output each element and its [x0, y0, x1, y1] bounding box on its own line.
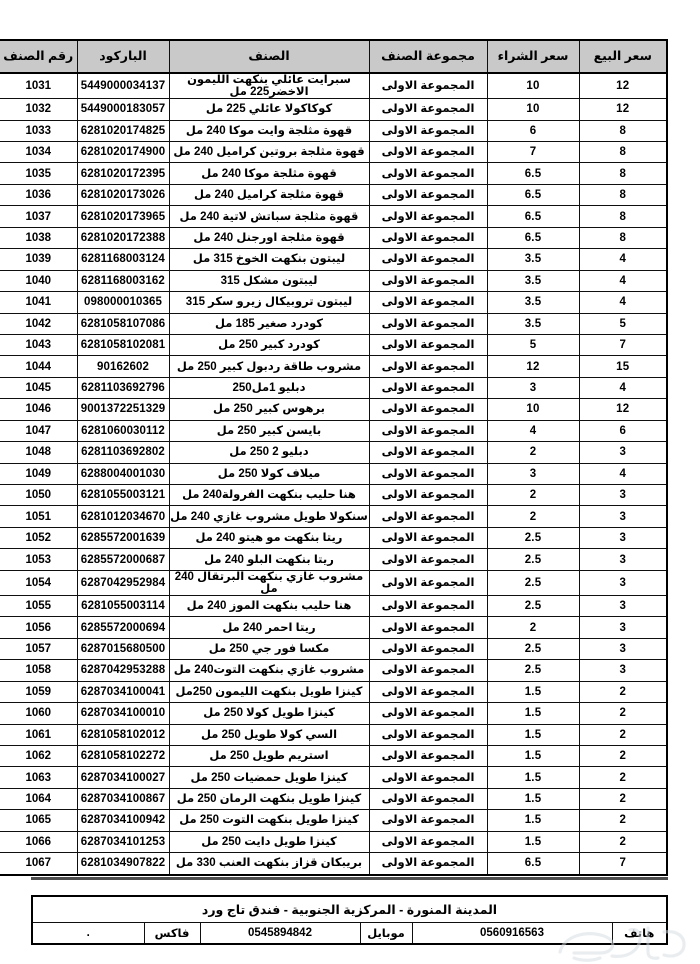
cell-item-name: كينزا طويل دايت 250 مل — [169, 831, 369, 852]
cell-item-no: 1058 — [0, 660, 77, 681]
cell-group: المجموعة الاولى — [369, 570, 487, 595]
cell-sell-price: 4 — [579, 270, 667, 291]
cell-barcode: 5449000183057 — [77, 99, 169, 120]
cell-barcode: 6287034100942 — [77, 810, 169, 831]
cell-sell-price: 8 — [579, 120, 667, 141]
cell-group: المجموعة الاولى — [369, 313, 487, 334]
column-header-barcode: الباركود — [77, 40, 169, 73]
cell-buy-price: 6.5 — [487, 227, 579, 248]
table-row — [0, 831, 667, 852]
cell-buy-price: 3 — [487, 377, 579, 398]
cell-barcode: 6287042953288 — [77, 660, 169, 681]
cell-item-name: استريم طويل 250 مل — [169, 745, 369, 766]
cell-buy-price: 6.5 — [487, 853, 579, 875]
table-row — [0, 442, 667, 463]
cell-barcode: 6281020174825 — [77, 120, 169, 141]
cell-item-no: 1043 — [0, 334, 77, 355]
table-row — [0, 767, 667, 788]
table-row — [0, 184, 667, 205]
cell-sell-price: 15 — [579, 356, 667, 377]
cell-group: المجموعة الاولى — [369, 595, 487, 616]
cell-item-name: ريتا بنكهت مو هيتو 240 مل — [169, 527, 369, 548]
cell-barcode: 6281058102081 — [77, 334, 169, 355]
cell-barcode: 6287015680500 — [77, 638, 169, 659]
cell-buy-price: 1.5 — [487, 703, 579, 724]
cell-sell-price: 2 — [579, 767, 667, 788]
cell-item-no: 1049 — [0, 463, 77, 484]
cell-buy-price: 1.5 — [487, 831, 579, 852]
cell-item-name: ريتا احمر 240 مل — [169, 617, 369, 638]
cell-item-no: 1031 — [0, 73, 77, 99]
cell-group: المجموعة الاولى — [369, 788, 487, 809]
cell-item-no: 1034 — [0, 142, 77, 163]
cell-buy-price: 2.5 — [487, 570, 579, 595]
table-row — [0, 377, 667, 398]
cell-group: المجموعة الاولى — [369, 617, 487, 638]
cell-item-name: هنا حليب بنكهت الفرولة240 مل — [169, 485, 369, 506]
cell-item-name: دبليو 1مل250 — [169, 377, 369, 398]
cell-buy-price: 3.5 — [487, 313, 579, 334]
cell-item-name: قهوة مثلجة بروتين كراميل 240 مل — [169, 142, 369, 163]
cell-item-name: دبليو 2 250 مل — [169, 442, 369, 463]
cell-item-name: برهوس كبير 250 مل — [169, 399, 369, 420]
cell-group: المجموعة الاولى — [369, 527, 487, 548]
cell-group: المجموعة الاولى — [369, 638, 487, 659]
cell-group: المجموعة الاولى — [369, 724, 487, 745]
cell-barcode: 6281020172388 — [77, 227, 169, 248]
cell-barcode: 6281058107086 — [77, 313, 169, 334]
cell-group: المجموعة الاولى — [369, 292, 487, 313]
cell-group: المجموعة الاولى — [369, 270, 487, 291]
cell-sell-price: 3 — [579, 617, 667, 638]
cell-item-no: 1067 — [0, 853, 77, 875]
table-row — [0, 206, 667, 227]
cell-sell-price: 2 — [579, 788, 667, 809]
cell-sell-price: 8 — [579, 142, 667, 163]
footer-mobile-label: موبايل — [360, 923, 412, 945]
table-row — [0, 313, 667, 334]
table-body — [0, 73, 667, 875]
cell-sell-price: 6 — [579, 420, 667, 441]
cell-barcode: 6285572001639 — [77, 527, 169, 548]
cell-group: المجموعة الاولى — [369, 73, 487, 99]
cell-barcode: 098000010365 — [77, 292, 169, 313]
cell-sell-price: 12 — [579, 99, 667, 120]
cell-buy-price: 2.5 — [487, 660, 579, 681]
cell-item-no: 1036 — [0, 184, 77, 205]
footer-divider — [31, 877, 668, 880]
table-row — [0, 617, 667, 638]
cell-sell-price: 3 — [579, 442, 667, 463]
cell-sell-price: 3 — [579, 638, 667, 659]
cell-buy-price: 2 — [487, 617, 579, 638]
cell-item-no: 1061 — [0, 724, 77, 745]
cell-sell-price: 3 — [579, 660, 667, 681]
cell-group: المجموعة الاولى — [369, 853, 487, 875]
cell-sell-price: 3 — [579, 570, 667, 595]
table-row — [0, 788, 667, 809]
cell-sell-price: 3 — [579, 527, 667, 548]
cell-buy-price: 6.5 — [487, 184, 579, 205]
cell-sell-price: 12 — [579, 73, 667, 99]
cell-item-no: 1040 — [0, 270, 77, 291]
cell-sell-price: 2 — [579, 810, 667, 831]
cell-item-name: كينزا طويل بنكهت الرمان 250 مل — [169, 788, 369, 809]
cell-sell-price: 3 — [579, 549, 667, 570]
cell-buy-price: 1.5 — [487, 810, 579, 831]
cell-item-name: قهوة مثلجة كراميل 240 مل — [169, 184, 369, 205]
cell-sell-price: 2 — [579, 703, 667, 724]
footer-fax-value: . — [32, 923, 144, 945]
cell-buy-price: 2.5 — [487, 638, 579, 659]
table-row — [0, 853, 667, 875]
footer-address-row — [32, 896, 667, 923]
cell-buy-price: 12 — [487, 356, 579, 377]
cell-sell-price: 7 — [579, 853, 667, 875]
cell-barcode: 6281020173965 — [77, 206, 169, 227]
cell-sell-price: 2 — [579, 681, 667, 702]
cell-item-name: كينزا طويل كولا 250 مل — [169, 703, 369, 724]
cell-buy-price: 2.5 — [487, 527, 579, 548]
cell-group: المجموعة الاولى — [369, 506, 487, 527]
cell-sell-price: 3 — [579, 595, 667, 616]
cell-barcode: 90162602 — [77, 356, 169, 377]
table-row — [0, 638, 667, 659]
cell-barcode: 6281058102272 — [77, 745, 169, 766]
cell-item-no: 1039 — [0, 249, 77, 270]
cell-sell-price: 2 — [579, 831, 667, 852]
cell-item-name: قهوة مثلجة وايت موكا 240 مل — [169, 120, 369, 141]
cell-buy-price: 1.5 — [487, 767, 579, 788]
cell-group: المجموعة الاولى — [369, 206, 487, 227]
cell-group: المجموعة الاولى — [369, 99, 487, 120]
items-table-container — [3, 39, 668, 876]
cell-barcode: 6287034100010 — [77, 703, 169, 724]
cell-sell-price: 7 — [579, 334, 667, 355]
cell-group: المجموعة الاولى — [369, 549, 487, 570]
cell-group: المجموعة الاولى — [369, 249, 487, 270]
cell-buy-price: 2 — [487, 485, 579, 506]
cell-group: المجموعة الاولى — [369, 463, 487, 484]
cell-buy-price: 2.5 — [487, 549, 579, 570]
cell-group: المجموعة الاولى — [369, 142, 487, 163]
cell-buy-price: 3.5 — [487, 249, 579, 270]
cell-barcode: 6281020174900 — [77, 142, 169, 163]
cell-item-no: 1037 — [0, 206, 77, 227]
cell-barcode: 6281058102012 — [77, 724, 169, 745]
cell-barcode: 6285572000687 — [77, 549, 169, 570]
cell-item-no: 1050 — [0, 485, 77, 506]
cell-barcode: 6287042952984 — [77, 570, 169, 595]
cell-item-no: 1041 — [0, 292, 77, 313]
cell-buy-price: 1.5 — [487, 724, 579, 745]
cell-item-no: 1057 — [0, 638, 77, 659]
table-row — [0, 99, 667, 120]
column-header-group: مجموعة الصنف — [369, 40, 487, 73]
cell-barcode: 6287034100041 — [77, 681, 169, 702]
table-row — [0, 724, 667, 745]
table-row — [0, 549, 667, 570]
cell-item-no: 1066 — [0, 831, 77, 852]
cell-buy-price: 3 — [487, 463, 579, 484]
cell-group: المجموعة الاولى — [369, 163, 487, 184]
cell-barcode: 6281012034670 — [77, 506, 169, 527]
footer-address: المدينة المنورة - المركزية الجنوبية - فندق تاج ورد — [32, 896, 667, 923]
cell-barcode: 6281055003121 — [77, 485, 169, 506]
cell-barcode: 6281168003162 — [77, 270, 169, 291]
cell-group: المجموعة الاولى — [369, 334, 487, 355]
cell-buy-price: 4 — [487, 420, 579, 441]
footer-contacts-row — [32, 923, 667, 945]
cell-barcode: 6288004001030 — [77, 463, 169, 484]
cell-barcode: 6281060030112 — [77, 420, 169, 441]
cell-barcode: 6281103692802 — [77, 442, 169, 463]
cell-barcode: 9001372251329 — [77, 399, 169, 420]
cell-item-name: ليبتون بنكهت الخوخ 315 مل — [169, 249, 369, 270]
cell-group: المجموعة الاولى — [369, 485, 487, 506]
cell-buy-price: 6 — [487, 120, 579, 141]
cell-buy-price: 1.5 — [487, 788, 579, 809]
cell-buy-price: 2.5 — [487, 595, 579, 616]
cell-buy-price: 3.5 — [487, 270, 579, 291]
footer-fax-label: فاكس — [144, 923, 200, 945]
cell-sell-price: 8 — [579, 184, 667, 205]
table-row — [0, 163, 667, 184]
cell-group: المجموعة الاولى — [369, 810, 487, 831]
cell-buy-price: 3.5 — [487, 292, 579, 313]
cell-sell-price: 8 — [579, 163, 667, 184]
cell-buy-price: 10 — [487, 99, 579, 120]
table-row — [0, 595, 667, 616]
cell-item-name: مكسا فور جي 250 مل — [169, 638, 369, 659]
cell-item-name: السي كولا طويل 250 مل — [169, 724, 369, 745]
cell-group: المجموعة الاولى — [369, 660, 487, 681]
cell-buy-price: 10 — [487, 73, 579, 99]
cell-item-no: 1042 — [0, 313, 77, 334]
cell-group: المجموعة الاولى — [369, 356, 487, 377]
cell-sell-price: 3 — [579, 506, 667, 527]
cell-sell-price: 4 — [579, 249, 667, 270]
cell-buy-price: 2 — [487, 442, 579, 463]
cell-item-name: كينزا طويل حمضيات 250 مل — [169, 767, 369, 788]
cell-item-no: 1054 — [0, 570, 77, 595]
cell-item-no: 1038 — [0, 227, 77, 248]
cell-sell-price: 4 — [579, 292, 667, 313]
column-header-item: الصنف — [169, 40, 369, 73]
cell-item-name: كينزا طويل بنكهت التوت 250 مل — [169, 810, 369, 831]
cell-barcode: 6281103692796 — [77, 377, 169, 398]
footer-phone-label: هاتف — [612, 923, 667, 945]
cell-item-no: 1064 — [0, 788, 77, 809]
cell-group: المجموعة الاولى — [369, 831, 487, 852]
cell-item-name: هنا حليب بنكهت الموز 240 مل — [169, 595, 369, 616]
cell-group: المجموعة الاولى — [369, 745, 487, 766]
cell-item-name: قهوة مثلجة اورجنل 240 مل — [169, 227, 369, 248]
cell-barcode: 6287034100867 — [77, 788, 169, 809]
cell-group: المجموعة الاولى — [369, 767, 487, 788]
cell-item-no: 1035 — [0, 163, 77, 184]
cell-group: المجموعة الاولى — [369, 377, 487, 398]
cell-barcode: 6287034101253 — [77, 831, 169, 852]
footer-container — [31, 895, 668, 945]
table-row — [0, 485, 667, 506]
cell-item-name: ليبتون تروبيكال زيرو سكر 315 — [169, 292, 369, 313]
cell-item-no: 1065 — [0, 810, 77, 831]
cell-group: المجموعة الاولى — [369, 184, 487, 205]
cell-sell-price: 3 — [579, 485, 667, 506]
cell-buy-price: 1.5 — [487, 745, 579, 766]
cell-barcode: 6281168003124 — [77, 249, 169, 270]
cell-group: المجموعة الاولى — [369, 120, 487, 141]
cell-item-name: قهوة مثلجة موكا 240 مل — [169, 163, 369, 184]
cell-group: المجموعة الاولى — [369, 703, 487, 724]
cell-barcode: 6287034100027 — [77, 767, 169, 788]
table-row — [0, 527, 667, 548]
table-row — [0, 745, 667, 766]
cell-group: المجموعة الاولى — [369, 420, 487, 441]
table-row — [0, 73, 667, 99]
header-row — [0, 40, 667, 73]
cell-item-name: سبرايت عائلي بنكهت الليمون الاخضر225 مل — [169, 73, 369, 99]
cell-item-no: 1033 — [0, 120, 77, 141]
cell-sell-price: 2 — [579, 745, 667, 766]
table-row — [0, 570, 667, 595]
cell-item-no: 1063 — [0, 767, 77, 788]
cell-item-name: ليبتون مشكل 315 — [169, 270, 369, 291]
cell-buy-price: 7 — [487, 142, 579, 163]
cell-buy-price: 5 — [487, 334, 579, 355]
cell-item-no: 1048 — [0, 442, 77, 463]
cell-item-no: 1052 — [0, 527, 77, 548]
table-row — [0, 660, 667, 681]
footer-mobile-value: 0545894842 — [200, 923, 360, 945]
cell-sell-price: 5 — [579, 313, 667, 334]
cell-item-no: 1032 — [0, 99, 77, 120]
cell-barcode: 6281055003114 — [77, 595, 169, 616]
cell-sell-price: 8 — [579, 206, 667, 227]
cell-item-name: كودرد كبير 250 مل — [169, 334, 369, 355]
table-row — [0, 249, 667, 270]
cell-item-name: بريبكان قزاز بنكهت العنب 330 مل — [169, 853, 369, 875]
cell-sell-price: 4 — [579, 463, 667, 484]
cell-item-name: ريتا بنكهت البلو 240 مل — [169, 549, 369, 570]
cell-barcode: 6281020173026 — [77, 184, 169, 205]
cell-buy-price: 6.5 — [487, 206, 579, 227]
table-header — [0, 40, 667, 73]
cell-barcode: 6281034907822 — [77, 853, 169, 875]
cell-buy-price: 6.5 — [487, 163, 579, 184]
items-table — [0, 39, 668, 876]
cell-item-name: كوكاكولا عائلي 225 مل — [169, 99, 369, 120]
table-row — [0, 270, 667, 291]
cell-item-no: 1062 — [0, 745, 77, 766]
cell-buy-price: 2 — [487, 506, 579, 527]
cell-group: المجموعة الاولى — [369, 227, 487, 248]
table-row — [0, 120, 667, 141]
column-header-sell-price: سعر البيع — [579, 40, 667, 73]
table-row — [0, 703, 667, 724]
table-row — [0, 356, 667, 377]
table-row — [0, 334, 667, 355]
table-row — [0, 463, 667, 484]
table-row — [0, 142, 667, 163]
table-row — [0, 810, 667, 831]
cell-group: المجموعة الاولى — [369, 399, 487, 420]
cell-item-name: مشروب غازي بنكهت البرتقال 240 مل — [169, 570, 369, 595]
footer-table — [31, 895, 668, 945]
cell-item-no: 1047 — [0, 420, 77, 441]
cell-item-name: مشروب غازي بنكهت التوت240 مل — [169, 660, 369, 681]
cell-item-name: قهوة مثلجة سباتش لاتية 240 مل — [169, 206, 369, 227]
cell-barcode: 6285572000694 — [77, 617, 169, 638]
cell-item-no: 1046 — [0, 399, 77, 420]
table-row — [0, 292, 667, 313]
cell-item-no: 1051 — [0, 506, 77, 527]
cell-item-no: 1053 — [0, 549, 77, 570]
cell-item-name: مشروب طاقة ردبول كبير 250 مل — [169, 356, 369, 377]
table-row — [0, 506, 667, 527]
cell-barcode: 5449000034137 — [77, 73, 169, 99]
cell-group: المجموعة الاولى — [369, 442, 487, 463]
table-row — [0, 420, 667, 441]
column-header-item-no: رقم الصنف — [0, 40, 77, 73]
cell-item-no: 1056 — [0, 617, 77, 638]
footer-phone-value: 0560916563 — [412, 923, 612, 945]
cell-item-no: 1044 — [0, 356, 77, 377]
cell-group: المجموعة الاولى — [369, 681, 487, 702]
cell-barcode: 6281020172395 — [77, 163, 169, 184]
cell-item-no: 1059 — [0, 681, 77, 702]
cell-item-name: كينزا طويل بنكهت الليمون 250مل — [169, 681, 369, 702]
table-row — [0, 399, 667, 420]
cell-buy-price: 10 — [487, 399, 579, 420]
cell-item-name: بايسن كبير 250 مل — [169, 420, 369, 441]
cell-item-name: كودرد صغير 185 مل — [169, 313, 369, 334]
cell-sell-price: 8 — [579, 227, 667, 248]
cell-item-no: 1055 — [0, 595, 77, 616]
cell-buy-price: 1.5 — [487, 681, 579, 702]
column-header-buy-price: سعر الشراء — [487, 40, 579, 73]
cell-item-no: 1060 — [0, 703, 77, 724]
cell-sell-price: 2 — [579, 724, 667, 745]
table-row — [0, 681, 667, 702]
cell-item-no: 1045 — [0, 377, 77, 398]
cell-item-name: سنكولا طويل مشروب غازي 240 مل — [169, 506, 369, 527]
cell-item-name: ميلاف كولا 250 مل — [169, 463, 369, 484]
cell-sell-price: 12 — [579, 399, 667, 420]
cell-sell-price: 4 — [579, 377, 667, 398]
table-row — [0, 227, 667, 248]
